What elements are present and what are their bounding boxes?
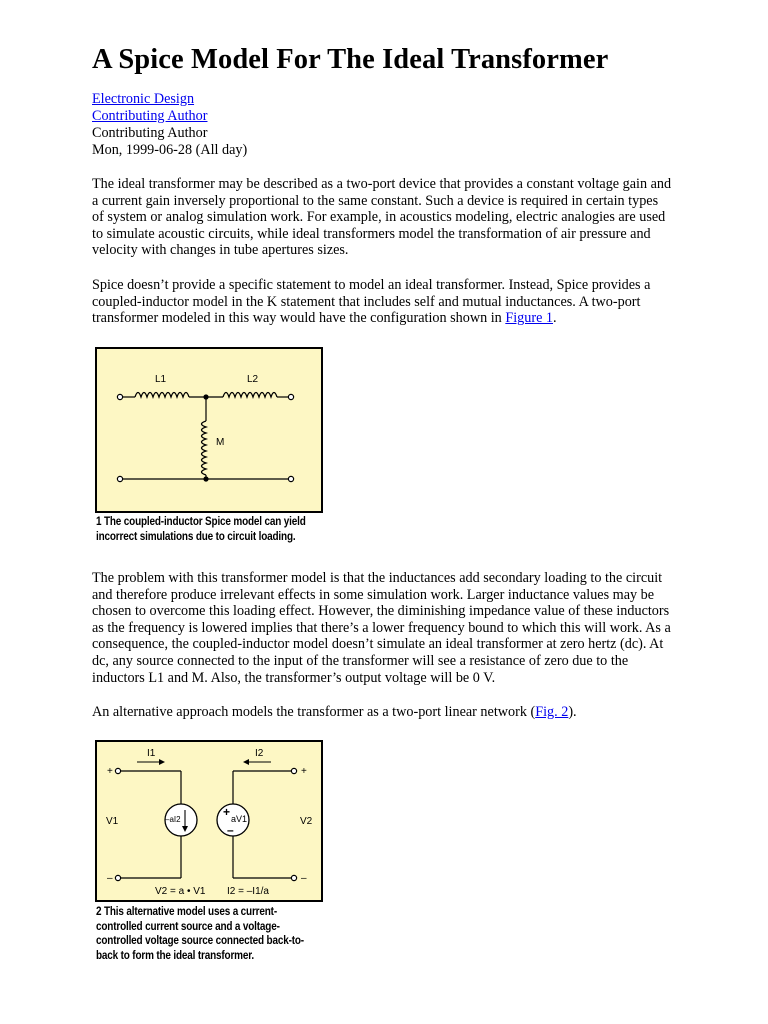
minus-sign: – (107, 873, 113, 884)
source-minus: – (227, 823, 234, 837)
terminal-node (117, 476, 122, 481)
paragraph-line: consequence, the coupled-inductor model doesn’t simulate an ideal transformer at zero hertz (dc). At (92, 636, 664, 653)
terminal-node (291, 768, 296, 773)
caption-line: back to form the ideal transformer. (96, 948, 254, 962)
paragraph-line: to simulate acoustic circuits, while ideal transformers model the transformation of air pressure and (92, 225, 651, 242)
paragraph-line: chosen to overcome this loading effect. However, the diminishing impedance value of these inductors (92, 603, 670, 620)
caption-line: controlled current source and a voltage- (96, 919, 280, 933)
figure-1 (95, 347, 323, 513)
publish-date: Mon, 1999-06-28 (All day) (92, 142, 248, 158)
terminal-node (117, 394, 122, 399)
two-port-network-diagram (97, 742, 321, 900)
plus-sign: + (301, 766, 307, 777)
paragraph-line: dc, any source connected to the input of the transformer will see a resistance of zero due to the (92, 652, 629, 669)
author-text: Contributing Author (92, 125, 208, 141)
source-right-label: aV1 (231, 814, 248, 824)
paragraph-line: The problem with this transformer model is that the inductances add secondary loading to the circuit (92, 570, 663, 586)
figure-1-caption (96, 515, 306, 544)
label-v1: V1 (106, 816, 119, 827)
paragraph-problem (92, 570, 732, 686)
caption-line: controlled voltage source connected back-to- (96, 934, 304, 947)
label-l2: L2 (247, 374, 259, 385)
inductor-l2 (223, 393, 277, 398)
paragraph-intro (92, 176, 732, 259)
paragraph-spice (92, 277, 732, 327)
paragraph-line (92, 704, 732, 721)
text-span: . (553, 310, 557, 327)
text-span: An alternative approach models the transformer as a two-port linear network ( (92, 704, 536, 720)
equation-left: V2 = a • V1 (155, 886, 206, 897)
coupled-inductor-diagram (97, 349, 321, 511)
label-i1: I1 (147, 748, 156, 759)
caption-line: 1 The coupled-inductor Spice model can yield (96, 515, 306, 528)
paragraph-line: inductors L1 and M. Also, the transformer’s output voltage will be 0 V. (92, 669, 496, 686)
inductor-m (202, 421, 207, 475)
label-i2: I2 (255, 748, 264, 759)
paragraph-alternative (92, 704, 732, 721)
paragraph-line: Spice doesn’t provide a specific statement to model an ideal transformer. Instead, Spice provides a (92, 277, 651, 293)
label-l1: L1 (155, 374, 167, 385)
paragraph-line: The ideal transformer may be described as a two-port device that provides a constant voltage gain and (92, 176, 672, 192)
terminal-node (291, 875, 296, 880)
figure-2-link[interactable]: Fig. 2 (535, 704, 569, 720)
terminal-node (115, 768, 120, 773)
junction-dot (203, 476, 208, 481)
plus-sign: + (107, 766, 113, 777)
source-link[interactable]: Electronic Design (92, 91, 195, 107)
paragraph-line: a current gain inversely proportional to the same constant. Such a device is required in certain types (92, 192, 659, 209)
minus-sign: – (301, 873, 307, 884)
article-title: A Spice Model For The Ideal Transformer (92, 44, 609, 75)
figure-2-caption (96, 905, 304, 963)
author-link[interactable]: Contributing Author (92, 108, 208, 124)
text-span: ). (568, 704, 577, 720)
source-left-label: –aI2 (165, 815, 181, 824)
label-v2: V2 (300, 816, 313, 827)
inductor-l1 (135, 393, 189, 398)
paragraph-line (92, 310, 732, 327)
source-plus: + (223, 805, 231, 819)
paragraph-line: coupled-inductor model in the K statement that includes self and mutual inductances. A two-port (92, 293, 641, 310)
label-m: M (216, 437, 225, 448)
caption-line: 2 This alternative model uses a current- (96, 905, 277, 918)
terminal-node (288, 476, 293, 481)
caption-line: incorrect simulations due to circuit loading. (96, 529, 296, 543)
figure-2 (95, 740, 323, 902)
terminal-node (288, 394, 293, 399)
text-span: transformer modeled in this way would have the configuration shown in (92, 310, 506, 327)
paragraph-line: and therefore produce irrelevant effects in some simulation work. Larger inductance values may be (92, 586, 655, 603)
figure-1-link[interactable]: Figure 1 (505, 310, 554, 327)
paragraph-line: of system or analog simulation work. For example, in acoustics modeling, electric analogies are used (92, 209, 666, 226)
article-meta (92, 91, 247, 159)
terminal-node (115, 875, 120, 880)
paragraph-line: as the frequency is lowered implies that there’s a lower frequency bound to which this will work. As a (92, 619, 671, 636)
equation-right: I2 = –I1/a (227, 886, 269, 897)
paragraph-line: velocity with changes in tube apertures sizes. (92, 242, 349, 259)
